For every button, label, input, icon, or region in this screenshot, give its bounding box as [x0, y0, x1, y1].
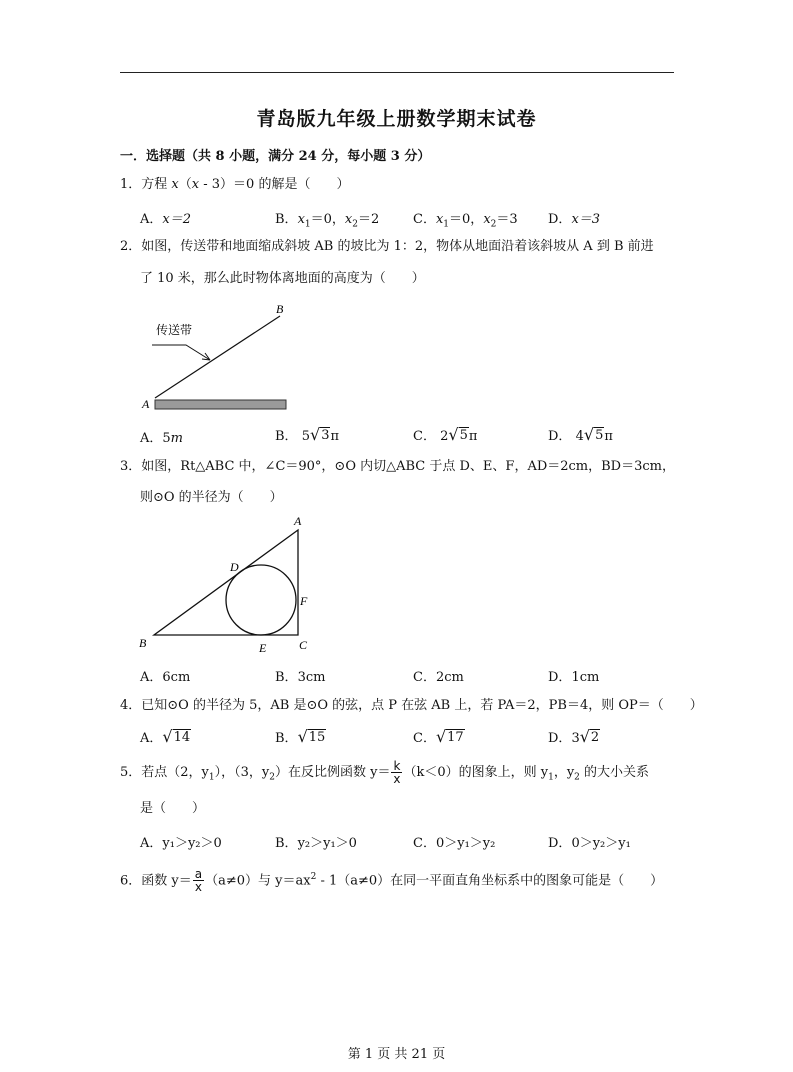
- question-3-line2: 则⊙O 的半径为（ ）: [140, 490, 283, 505]
- incircle-o: [226, 565, 296, 635]
- a-over-x-fraction: $\frac{a}{x}$: [194, 867, 203, 895]
- q1-option-c[interactable]: C．$x_1=0$，$x_2=3$: [413, 212, 518, 230]
- question-3-line1: 3．如图，Rt△ABC 中，∠C＝90°，⊙O 内切△ABC 于点 D、E、F，AD＝2cm，BD＝3cm，: [120, 459, 675, 474]
- point-e-label: E: [259, 641, 267, 655]
- vertex-b-label: B: [139, 636, 147, 650]
- point-b-label: B: [276, 302, 284, 316]
- page-title: 青岛版九年级上册数学期末试卷: [256, 108, 537, 130]
- q1-option-d[interactable]: D．x＝3: [548, 212, 601, 227]
- q2-option-c[interactable]: C． 2 √ 5 π: [413, 425, 478, 444]
- q4-option-a[interactable]: A． √ 14: [140, 727, 191, 746]
- ground-bar: [155, 400, 286, 409]
- triangle-abc: [154, 530, 298, 635]
- vertex-c-label: C: [299, 638, 308, 652]
- point-f-label: F: [300, 594, 308, 608]
- q2-option-a[interactable]: A．5m: [140, 431, 183, 446]
- belt-pointer-line: [152, 345, 210, 360]
- q3-option-c[interactable]: C．2cm: [413, 670, 464, 685]
- arrow-head-icon: [202, 353, 210, 360]
- question-2-line1: 2．如图，传送带和地面缩成斜坡 AB 的坡比为 1：2，物体从地面沿着该斜坡从 A 到 B 前进: [120, 239, 654, 254]
- belt-label: 传送带: [156, 323, 193, 337]
- q4-option-d[interactable]: D．3 √ 2: [548, 727, 600, 746]
- q1-option-b[interactable]: B．$x_1=0$，$x_2=2$: [275, 212, 380, 230]
- q1-option-a[interactable]: A．x＝2: [140, 212, 191, 227]
- q2-option-b[interactable]: B． 5 √ 3 π: [275, 425, 340, 444]
- question-4-stem: 4．已知⊙O 的半径为 5，AB 是⊙O 的弦，点 P 在弦 AB 上，若 PA＝2，PB＝4，则 OP＝（ ）: [120, 698, 703, 713]
- point-a-label: A: [142, 397, 150, 411]
- q5-option-a[interactable]: A．y₁＞y₂＞0: [140, 836, 222, 851]
- q2-option-d[interactable]: D． 4 √ 5 π: [548, 425, 613, 444]
- triangle-incircle-figure: [134, 512, 324, 658]
- question-5-line2: 是（ ）: [140, 801, 206, 816]
- q3-option-b[interactable]: B．3cm: [275, 670, 326, 685]
- question-2-line2: 了 10 米，那么此时物体离地面的高度为（ ）: [140, 271, 425, 286]
- q4-option-c[interactable]: C． √ 17: [413, 727, 464, 746]
- q5-option-d[interactable]: D．0＞y₂＞y₁: [548, 836, 631, 851]
- page-footer: 第 1 页 共 21 页: [347, 1047, 446, 1062]
- vertex-a-label: A: [294, 514, 302, 528]
- q5-option-c[interactable]: C．0＞y₁＞y₂: [413, 836, 496, 851]
- q5-option-b[interactable]: B．y₂＞y₁＞0: [275, 836, 357, 851]
- top-rule: [120, 72, 674, 73]
- question-1-stem: 1．方程 x（x - 3）＝0 的解是（ ）: [120, 177, 350, 192]
- k-over-x-fraction: $\frac{k}{x}$: [393, 759, 401, 786]
- conveyor-figure: [138, 298, 298, 414]
- question-6-stem: 6．函数 y＝ $\frac{a}{x}$ （a≠0）与 $y=ax^2 - 1(a\ne 0)$在同一平面直角坐标系中的图象可能是（ ）: [120, 867, 664, 895]
- point-d-label: D: [230, 560, 239, 574]
- q4-option-b[interactable]: B． √ 15: [275, 727, 326, 746]
- question-5-line1: 5．若点（2，$y_1$），（3，$y_2$）在反比例函数 y＝ $\frac{k}{x}$ （k＜0）的图象上，则 $y_1$，$y_2$ 的大小关系: [120, 759, 650, 786]
- q3-option-a[interactable]: A．6cm: [140, 670, 191, 685]
- q3-option-d[interactable]: D．1cm: [548, 670, 600, 685]
- section-heading: 一．选择题（共 8 小题，满分 24 分，每小题 3 分）: [120, 149, 431, 164]
